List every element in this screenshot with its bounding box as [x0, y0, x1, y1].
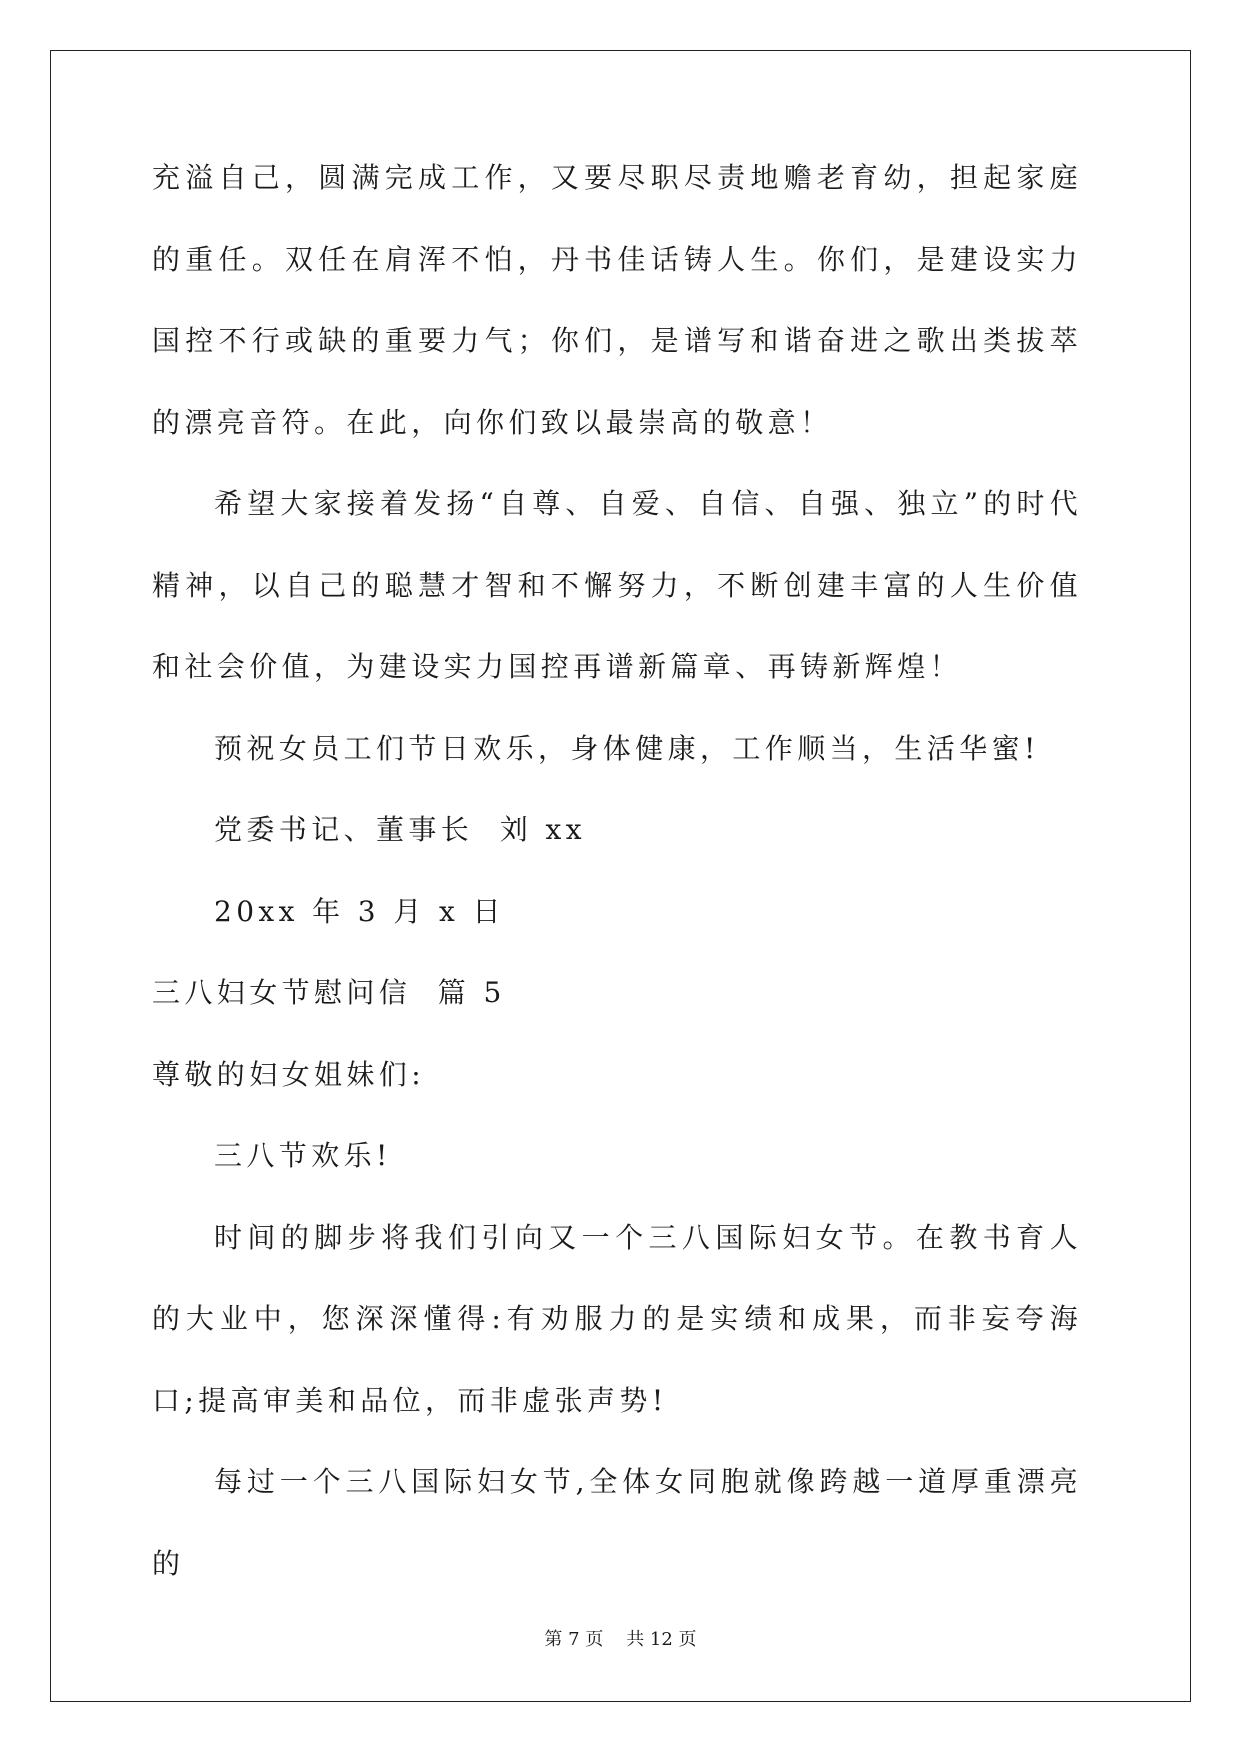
paragraph: 希望大家接着发扬“自尊、自爱、自信、自强、独立”的时代精神，以自己的聪慧才智和不懈努力，不断创建丰富的人生价值和社会价值，为建设实力国控再谱新篇章、再铸新辉煌！ — [152, 487, 1082, 683]
signature-line: 党委书记、董事长 刘 xx — [214, 813, 586, 846]
salutation: 尊敬的妇女姐妹们: — [152, 1057, 426, 1091]
paragraph: 时间的脚步将我们引向又一个三八国际妇女节。在教书育人的大业中，您深深懂得:有劝服力的是实绩和成果，而非妄夸海口;提高审美和品位，而非虚张声势! — [152, 1220, 1082, 1417]
greeting: 三八节欢乐! — [214, 1139, 392, 1172]
date-line: 20xx 年 3 月 x 日 — [214, 894, 505, 928]
paragraph: 预祝女员工们节日欢乐，身体健康，工作顺当，生活华蜜! — [214, 731, 1040, 765]
page-number-footer: 第 7 页 共 12 页 — [544, 1629, 697, 1650]
paragraph: 每过一个三八国际妇女节,全体女同胞就像跨越一道厚重漂亮的 — [152, 1465, 1082, 1580]
section-heading: 三八妇女节慰问信 篇 5 — [152, 976, 506, 1009]
document-body — [152, 160, 1082, 1604]
paragraph: 充溢自己，圆满完成工作，又要尽职尽责地赡老育幼，担起家庭的重任。双任在肩浑不怕，丹书佳话铸人生。你们，是建设实力国控不行或缺的重要力气；你们，是谱写和谐奋进之歌出类拔萃的漂亮音符。在此，向你们致以最崇高的敬意！ — [152, 161, 1082, 439]
